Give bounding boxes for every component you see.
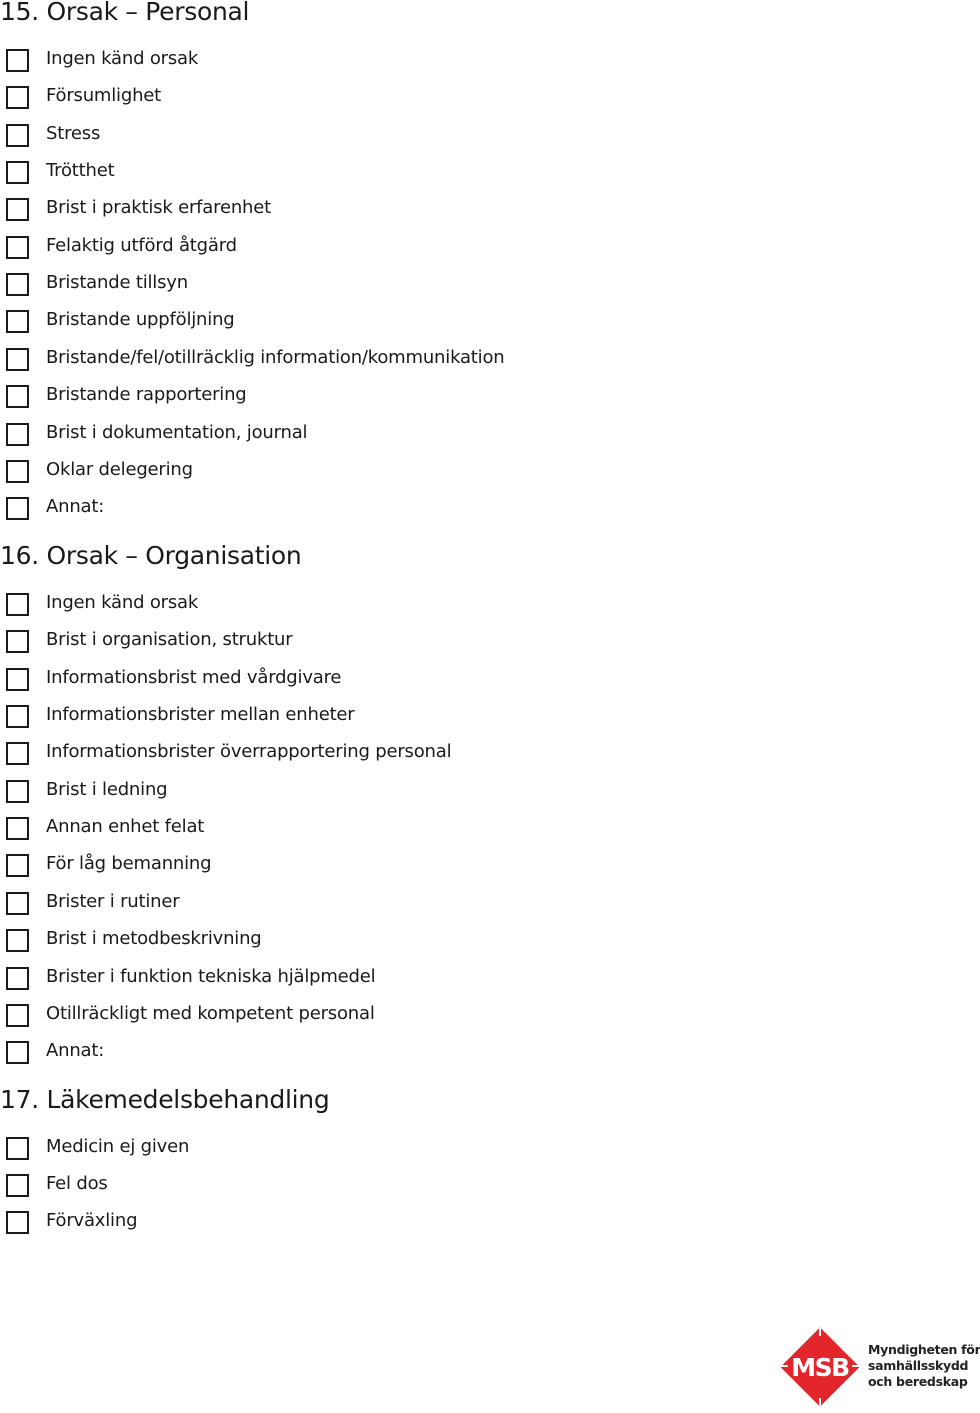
checkbox[interactable]	[6, 1004, 29, 1027]
section-heading: 17. Läkemedelsbehandling	[0, 1085, 330, 1114]
checkbox-label: Annan enhet felat	[46, 816, 205, 838]
checkbox[interactable]	[6, 705, 29, 728]
checkbox-label: Brist i ledning	[46, 778, 168, 800]
checkbox-label: Oklar delegering	[46, 458, 193, 480]
checkbox-label: Medicin ej given	[46, 1136, 190, 1157]
checkbox-label: Informationsbrister överrapportering personal	[46, 741, 452, 763]
checkbox-label: Ingen känd orsak	[46, 592, 199, 613]
checkbox[interactable]	[6, 236, 29, 259]
checkbox-label: Bristande rapportering	[46, 384, 247, 406]
checkbox-label: Brist i metodbeskrivning	[46, 928, 262, 950]
logo-line-3: och beredskap	[868, 1374, 968, 1389]
checkbox-label: Brist i dokumentation, journal	[46, 421, 308, 443]
checkbox[interactable]	[6, 86, 29, 109]
checkbox-label: För låg bemanning	[46, 853, 212, 875]
checkbox[interactable]	[6, 348, 29, 371]
checkbox[interactable]	[6, 668, 29, 691]
checkbox-label: Otillräckligt med kompetent personal	[46, 1002, 375, 1024]
checkbox-label: Fel dos	[46, 1173, 108, 1195]
checkbox[interactable]	[6, 460, 29, 483]
checkbox[interactable]	[6, 161, 29, 184]
checkbox-label: Annat:	[46, 1040, 105, 1062]
checkbox-label: Trötthet	[46, 160, 115, 182]
checkbox[interactable]	[6, 1211, 29, 1234]
checkbox[interactable]	[6, 1137, 29, 1160]
checkbox-label: Försumlighet	[46, 85, 162, 107]
checkbox[interactable]	[6, 817, 29, 840]
checkbox[interactable]	[6, 198, 29, 221]
checkbox-label: Ingen känd orsak	[46, 48, 199, 69]
msb-logo-mark-text: MSB	[791, 1353, 849, 1382]
msb-logo-mark-icon	[776, 1325, 868, 1409]
checkbox[interactable]	[6, 124, 29, 147]
section-heading: 15. Orsak – Personal	[0, 0, 250, 26]
checkbox-label: Brist i organisation, struktur	[46, 629, 293, 651]
checkbox[interactable]	[6, 742, 29, 765]
checkbox-label: Förväxling	[46, 1210, 138, 1232]
checkbox-label: Brister i rutiner	[46, 890, 180, 912]
logo-line-2: samhällsskydd	[868, 1358, 969, 1373]
checkbox-label: Brister i funktion tekniska hjälpmedel	[46, 965, 376, 987]
checkbox-label: Stress	[46, 122, 101, 144]
checkbox-label: Felaktig utförd åtgärd	[46, 234, 237, 256]
checkbox-label: Annat:	[46, 496, 105, 518]
checkbox[interactable]	[6, 967, 29, 990]
checkbox[interactable]	[6, 385, 29, 408]
checkbox[interactable]	[6, 593, 29, 616]
checkbox-label: Informationsbrister mellan enheter	[46, 704, 355, 726]
checkbox[interactable]	[6, 892, 29, 915]
checkbox[interactable]	[6, 929, 29, 952]
checkbox-label: Bristande tillsyn	[46, 272, 188, 294]
checkbox[interactable]	[6, 780, 29, 803]
checkbox[interactable]	[6, 49, 29, 72]
checkbox-label: Informationsbrist med vårdgivare	[46, 666, 342, 688]
checkbox[interactable]	[6, 423, 29, 446]
checkbox-label: Bristande uppföljning	[46, 309, 235, 331]
checkbox-label: Brist i praktisk erfarenhet	[46, 197, 271, 219]
checkbox[interactable]	[6, 854, 29, 877]
checkbox[interactable]	[6, 497, 29, 520]
section-heading: 16. Orsak – Organisation	[0, 541, 302, 570]
checkbox[interactable]	[6, 310, 29, 333]
checkbox-label: Bristande/fel/otillräcklig information/kommunikation	[46, 346, 505, 368]
checkbox[interactable]	[6, 630, 29, 653]
checkbox[interactable]	[6, 1041, 29, 1064]
msb-logo	[776, 1325, 980, 1409]
logo-line-1: Myndigheten för	[868, 1342, 980, 1357]
checkbox[interactable]	[6, 1174, 29, 1197]
checkbox[interactable]	[6, 273, 29, 296]
